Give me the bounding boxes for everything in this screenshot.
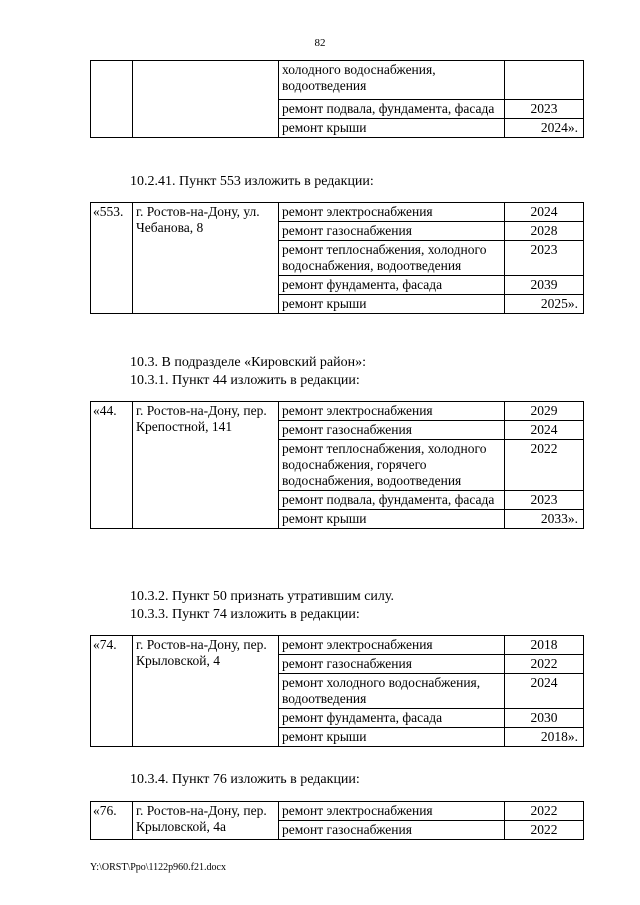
- table-row: [91, 402, 584, 421]
- work-cell: ремонт холодного водоснабжения, водоотведения: [279, 674, 505, 709]
- paragraph: 10.3.2. Пункт 50 признать утратившим силу.: [130, 589, 394, 604]
- file-path-footer: Y:\ORST\Ppo\1122p960.f21.docx: [90, 862, 226, 873]
- work-cell: холодного водоснабжения, водоотведения: [279, 61, 505, 100]
- work-cell: ремонт газоснабжения: [279, 222, 505, 241]
- work-cell: ремонт электроснабжения: [279, 802, 505, 821]
- work-cell: ремонт крыши: [279, 728, 505, 747]
- year-cell: 2022: [505, 821, 584, 840]
- address-cell: г. Ростов-на-Дону, пер. Крыловской, 4а: [133, 802, 279, 840]
- year-cell: 2024: [505, 203, 584, 222]
- table-item-74: [90, 635, 584, 747]
- year-cell: 2018: [505, 636, 584, 655]
- table-row: [91, 802, 584, 821]
- work-cell: ремонт подвала, фундамента, фасада: [279, 491, 505, 510]
- year-cell: 2033».: [505, 510, 584, 529]
- num-cell: «74.: [91, 636, 133, 747]
- year-cell: 2028: [505, 222, 584, 241]
- year-cell: [505, 61, 584, 100]
- year-cell: 2025».: [505, 295, 584, 314]
- year-cell: 2022: [505, 440, 584, 491]
- address-cell: [133, 61, 279, 138]
- work-cell: ремонт крыши: [279, 295, 505, 314]
- year-cell: 2023: [505, 100, 584, 119]
- work-cell: ремонт крыши: [279, 119, 505, 138]
- table-item-76: [90, 801, 584, 840]
- year-cell: 2030: [505, 709, 584, 728]
- work-cell: ремонт газоснабжения: [279, 655, 505, 674]
- year-cell: 2039: [505, 276, 584, 295]
- paragraph: 10.3.4. Пункт 76 изложить в редакции:: [130, 772, 360, 787]
- address-cell: г. Ростов-на-Дону, пер. Крыловской, 4: [133, 636, 279, 747]
- year-cell: 2022: [505, 802, 584, 821]
- num-cell: [91, 61, 133, 138]
- year-cell: 2023: [505, 491, 584, 510]
- year-cell: 2029: [505, 402, 584, 421]
- year-cell: 2023: [505, 241, 584, 276]
- num-cell: «76.: [91, 802, 133, 840]
- address-cell: г. Ростов-на-Дону, пер. Крепостной, 141: [133, 402, 279, 529]
- table-row: [91, 61, 584, 100]
- table-item-553: [90, 202, 584, 314]
- address-cell: г. Ростов-на-Дону, ул. Чебанова, 8: [133, 203, 279, 314]
- year-cell: 2024: [505, 674, 584, 709]
- work-cell: ремонт крыши: [279, 510, 505, 529]
- work-cell: ремонт электроснабжения: [279, 402, 505, 421]
- table-row: [91, 636, 584, 655]
- paragraph: 10.3.1. Пункт 44 изложить в редакции:: [130, 373, 360, 388]
- num-cell: «44.: [91, 402, 133, 529]
- year-cell: 2024: [505, 421, 584, 440]
- work-cell: ремонт подвала, фундамента, фасада: [279, 100, 505, 119]
- year-cell: 2024».: [505, 119, 584, 138]
- paragraph: 10.3.3. Пункт 74 изложить в редакции:: [130, 607, 360, 622]
- table-item-44: [90, 401, 584, 529]
- year-cell: 2018».: [505, 728, 584, 747]
- work-cell: ремонт газоснабжения: [279, 821, 505, 840]
- table-row: [91, 203, 584, 222]
- work-cell: ремонт газоснабжения: [279, 421, 505, 440]
- page-number: 82: [314, 37, 326, 49]
- table-continued: [90, 60, 584, 138]
- work-cell: ремонт электроснабжения: [279, 636, 505, 655]
- work-cell: ремонт электроснабжения: [279, 203, 505, 222]
- work-cell: ремонт теплоснабжения, холодного водоснабжения, водоотведения: [279, 241, 505, 276]
- paragraph: 10.2.41. Пункт 553 изложить в редакции:: [130, 174, 374, 189]
- work-cell: ремонт фундамента, фасада: [279, 709, 505, 728]
- paragraph: 10.3. В подразделе «Кировский район»:: [130, 355, 367, 370]
- year-cell: 2022: [505, 655, 584, 674]
- work-cell: ремонт фундамента, фасада: [279, 276, 505, 295]
- num-cell: «553.: [91, 203, 133, 314]
- work-cell: ремонт теплоснабжения, холодного водоснабжения, горячего водоснабжения, водоотведения: [279, 440, 505, 491]
